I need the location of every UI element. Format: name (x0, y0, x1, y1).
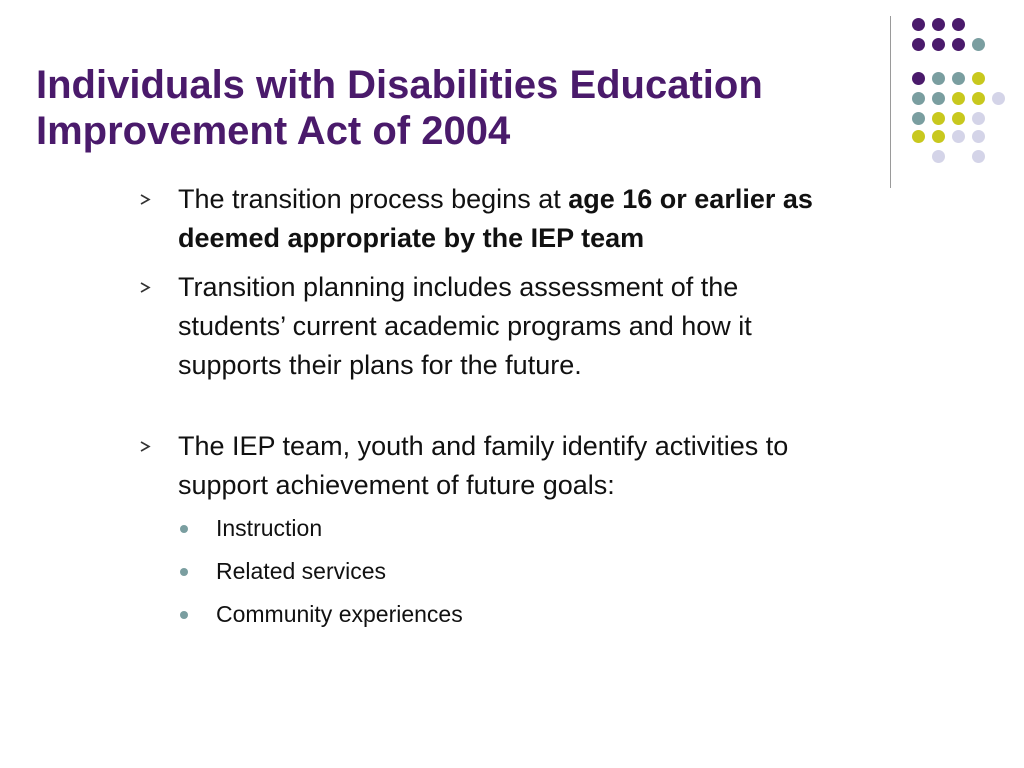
sub-bullet-dot-icon (180, 611, 188, 619)
bullet-transition-age (140, 180, 960, 258)
bullet-line: support achievement of future goals: (178, 470, 615, 500)
decorative-dot (932, 72, 945, 85)
bullet-emphasis: age 16 or earlier as (568, 184, 813, 214)
decorative-dot (932, 130, 945, 143)
decorative-dot (972, 38, 985, 51)
decorative-dot (912, 72, 925, 85)
decorative-dot (932, 92, 945, 105)
decorative-divider (890, 16, 891, 188)
bullet-line (178, 180, 960, 219)
decorative-dot (952, 130, 965, 143)
decorative-dot (912, 18, 925, 31)
decorative-dot (972, 72, 985, 85)
decorative-dot (932, 18, 945, 31)
sub-item-label: Community experiences (216, 601, 463, 627)
arrow-bullet-icon (140, 194, 151, 205)
decorative-dot (932, 38, 945, 51)
decorative-dot (932, 112, 945, 125)
bullet-line: The IEP team, youth and family identify activities to (178, 431, 789, 461)
goal-activities-list (178, 507, 960, 636)
arrow-bullet-icon (140, 282, 151, 293)
sub-item-community-experiences (178, 593, 960, 636)
decorative-dot (952, 72, 965, 85)
decorative-dot (972, 92, 985, 105)
decorative-dot (972, 150, 985, 163)
decorative-dot (912, 112, 925, 125)
bullet-transition-planning (140, 268, 960, 385)
bullet-text: The transition process begins at (178, 184, 569, 214)
bullet-iep-team (140, 427, 960, 505)
decorative-dot (972, 130, 985, 143)
sub-item-label: Instruction (216, 515, 323, 541)
title-line-1: Individuals with Disabilities Education (36, 63, 763, 107)
decorative-dot (912, 38, 925, 51)
slide-title (36, 62, 886, 154)
bullet-emphasis-line: deemed appropriate by the IEP team (178, 223, 645, 253)
decorative-dot (912, 130, 925, 143)
sub-item-related-services (178, 550, 960, 593)
decorative-dot (952, 112, 965, 125)
bullet-line: students’ current academic programs and how it (178, 311, 752, 341)
decorative-dot (912, 92, 925, 105)
arrow-bullet-icon (140, 441, 151, 452)
sub-bullet-dot-icon (180, 525, 188, 533)
decorative-dot (972, 112, 985, 125)
title-line-2: Improvement Act of 2004 (36, 109, 511, 153)
bullet-line: Transition planning includes assessment of the (178, 272, 739, 302)
decorative-dot (992, 92, 1005, 105)
bullet-line: supports their plans for the future. (178, 350, 582, 380)
decorative-dot (952, 92, 965, 105)
decorative-dot (952, 18, 965, 31)
slide-content (140, 180, 960, 636)
decorative-dot (952, 38, 965, 51)
sub-bullet-dot-icon (180, 568, 188, 576)
sub-item-instruction (178, 507, 960, 550)
sub-item-label: Related services (216, 558, 387, 584)
decorative-dot (932, 150, 945, 163)
